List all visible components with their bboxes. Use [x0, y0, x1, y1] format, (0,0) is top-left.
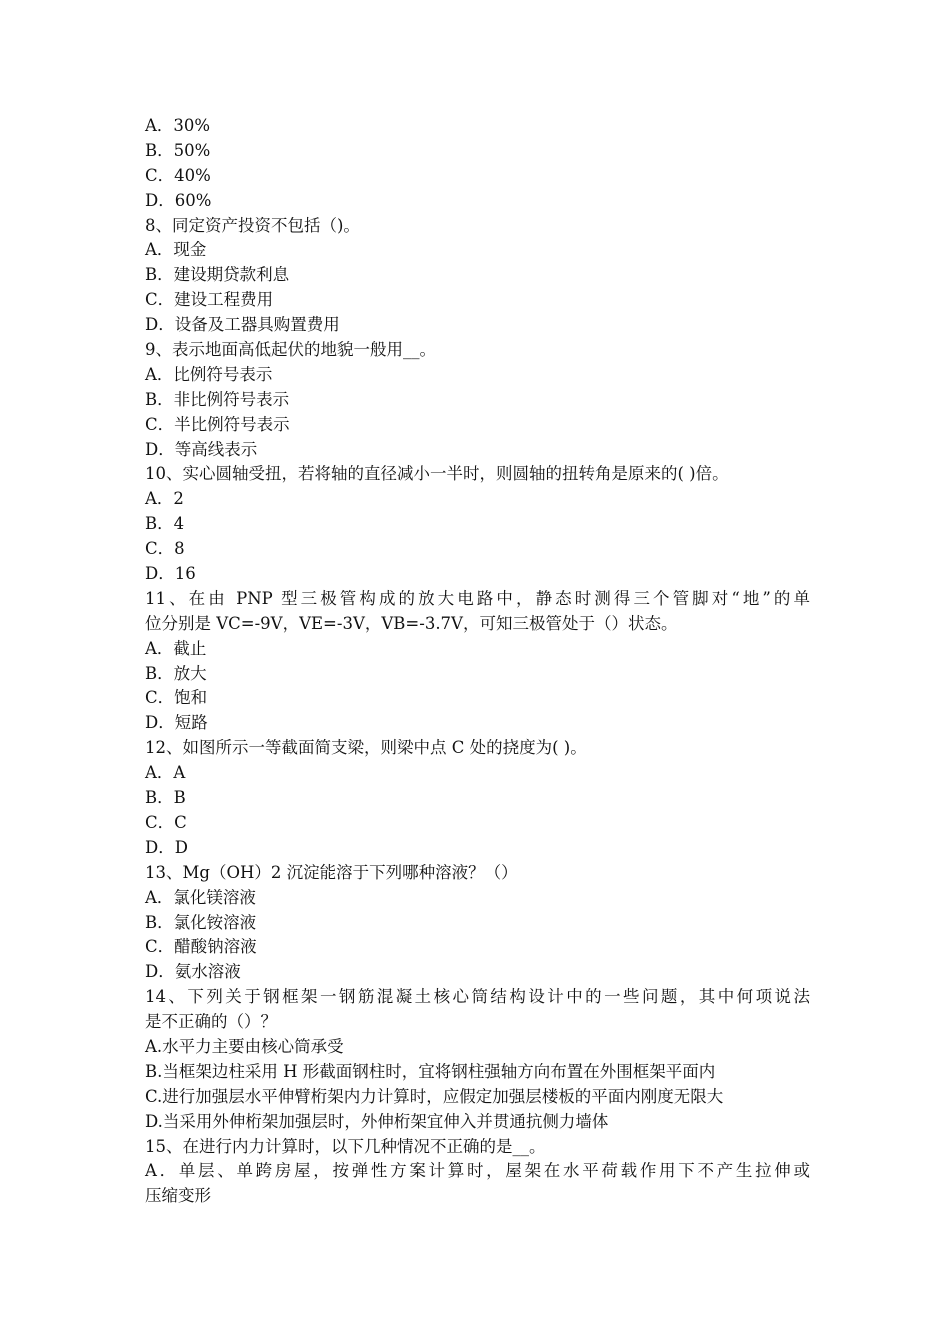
option-line: B.当框架边柱采用 H 形截面钢柱时，宜将钢柱强轴方向布置在外围框架平面内 — [145, 1061, 716, 1081]
option-line: A．比例符号表示 — [145, 364, 273, 384]
option-line: A.水平力主要由核心筒承受 — [145, 1036, 344, 1056]
option-line: D．设备及工器具购置费用 — [145, 315, 340, 335]
option-line: C．饱和 — [145, 688, 208, 708]
question-line-continued: 是不正确的（）？ — [145, 1012, 277, 1032]
option-line-continued: 压缩变形 — [145, 1186, 211, 1206]
option-line: D．氨水溶液 — [145, 962, 241, 982]
question-line: 15、在进行内力计算时，以下几种情况不正确的是__。 — [145, 1136, 546, 1156]
option-line: B．B — [145, 788, 186, 808]
option-line: D．短路 — [145, 713, 208, 733]
option-line: C.进行加强层水平伸臂桁架内力计算时，应假定加强层楼板的平面内刚度无限大 — [145, 1086, 724, 1106]
question-line: 9、表示地面高低起伏的地貌一般用__。 — [145, 340, 436, 360]
question-line: 14、下列关于钢框架一钢筋混凝土核心筒结构设计中的一些问题，其中何项说法 — [145, 987, 810, 1007]
option-line: B．放大 — [145, 663, 207, 683]
question-line: 10、实心圆轴受扭，若将轴的直径减小一半时，则圆轴的扭转角是原来的( )倍。 — [145, 464, 729, 484]
option-line: B．建设期贷款利息 — [145, 265, 290, 285]
option-line: C．醋酸钠溶液 — [145, 937, 257, 957]
option-line: A．2 — [145, 489, 184, 509]
question-line: 8、同定资产投资不包括（)。 — [145, 215, 360, 235]
option-line: C．8 — [145, 539, 185, 559]
option-line: D.当采用外伸桁架加强层时，外伸桁架宜伸入并贯通抗侧力墙体 — [145, 1111, 609, 1131]
option-line: C．40% — [145, 165, 211, 185]
option-line: A．氯化镁溶液 — [145, 887, 256, 907]
option-line: A．现金 — [145, 240, 207, 260]
option-line: B．50% — [145, 140, 211, 160]
option-line: B．非比例符号表示 — [145, 389, 290, 409]
option-line: A．30% — [145, 116, 211, 135]
document-page — [145, 114, 810, 1209]
option-line: A．单层、单跨房屋，按弹性方案计算时，屋架在水平荷载作用下不产生拉伸或 — [145, 1161, 810, 1181]
option-line: D．等高线表示 — [145, 439, 258, 459]
option-line: A．A — [145, 763, 186, 783]
option-line: B．氯化铵溶液 — [145, 912, 257, 932]
option-line: D．60% — [145, 190, 212, 210]
option-line: D．D — [145, 837, 188, 857]
option-line: D．16 — [145, 564, 196, 584]
option-line: C．建设工程费用 — [145, 290, 274, 310]
option-line: C．半比例符号表示 — [145, 414, 290, 434]
question-line: 13、Mg（OH）2 沉淀能溶于下列哪种溶液？（） — [145, 862, 518, 882]
question-line: 12、如图所示一等截面简支梁，则梁中点 C 处的挠度为( )。 — [145, 738, 587, 758]
option-line: B．4 — [145, 514, 185, 534]
question-line: 11、在由 PNP 型三极管构成的放大电路中，静态时测得三个管脚对“地”的单 — [145, 588, 810, 608]
option-line: C．C — [145, 812, 187, 832]
option-line: A．截止 — [145, 638, 207, 658]
question-line-continued: 位分别是 VC=-9V，VE=-3V，VB=-3.7V，可知三极管处于（）状态。 — [145, 613, 678, 633]
